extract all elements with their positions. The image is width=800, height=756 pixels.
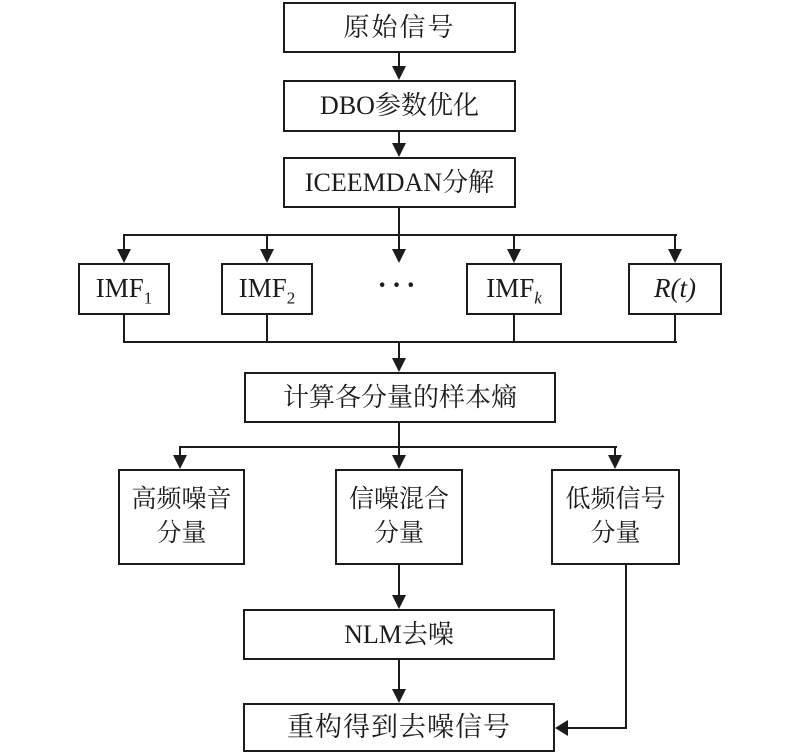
node-high-freq-noise-line1: 高频噪音	[131, 486, 232, 513]
arrowhead-bus-to-imf2	[260, 249, 274, 263]
node-original-signal-label: 原始信号	[343, 12, 456, 42]
node-low-freq-signal	[551, 469, 680, 565]
node-imf2	[221, 263, 313, 315]
arrowhead-bus-to-imfk	[507, 249, 521, 263]
node-sample-entropy	[244, 372, 556, 423]
node-reconstruct-signal-label: 重构得到去噪信号	[287, 711, 511, 742]
arrowhead-original-to-dbo	[392, 66, 406, 80]
ellipsis-dots: ···	[377, 270, 421, 301]
node-original-signal	[283, 2, 516, 53]
node-high-freq-noise	[118, 469, 245, 565]
arrowhead-collect-to-entropy	[392, 358, 406, 372]
collect-bus-line	[123, 341, 677, 343]
connector-low-freq-down	[625, 565, 627, 729]
arrowhead-bus-to-imf1	[117, 249, 131, 263]
node-imf1-label: $IMF_1$	[95, 273, 153, 308]
arrowhead-bus-to-residual	[668, 249, 682, 263]
node-high-freq-noise-line2: 分量	[156, 520, 207, 547]
node-imf2-label: $IMF_2$	[238, 273, 296, 308]
distribution-bus-line	[123, 234, 677, 236]
arrowhead-split-to-mixed	[392, 455, 406, 469]
connector-entropy-to-split	[398, 423, 400, 448]
connector-dbo-to-iceemdan	[398, 132, 400, 143]
connector-imf2-to-collect	[266, 315, 268, 342]
arrowhead-bus-to-ellipsis	[392, 249, 406, 263]
connector-bus-to-imfk	[513, 236, 515, 250]
arrowhead-split-to-low-freq	[608, 455, 622, 469]
connector-nlm-to-reconstruct	[398, 660, 400, 690]
node-dbo-optimization	[283, 80, 516, 132]
node-imfk	[466, 263, 562, 315]
connector-imf1-to-collect	[123, 315, 125, 342]
arrowhead-mixed-to-nlm	[392, 595, 406, 609]
connector-imfk-to-collect	[513, 315, 515, 342]
node-imf1	[78, 263, 170, 315]
connector-bus-to-imf2	[266, 236, 268, 250]
node-sample-entropy-label: 计算各分量的样本熵	[282, 382, 517, 412]
arrowhead-nlm-to-reconstruct	[392, 689, 406, 703]
connector-original-to-dbo	[398, 53, 400, 66]
arrowhead-dbo-to-iceemdan	[392, 143, 406, 157]
node-nlm-denoise-label: NLM去噪	[344, 619, 454, 649]
connector-residual-to-collect	[674, 315, 676, 342]
node-imfk-label: $IMF_k$	[486, 273, 542, 308]
connector-collect-to-entropy	[398, 343, 400, 359]
arrowhead-split-to-high-freq	[173, 455, 187, 469]
connector-bus-to-ellipsis	[398, 236, 400, 250]
connector-bus-to-residual	[674, 236, 676, 250]
node-reconstruct-signal	[243, 703, 555, 752]
connector-mixed-to-nlm	[398, 565, 400, 596]
node-nlm-denoise	[243, 609, 555, 660]
node-residual-label: R(t)	[654, 273, 696, 304]
node-signal-noise-mixed-line2: 分量	[373, 520, 424, 547]
connector-iceemdan-to-bus	[398, 208, 400, 235]
node-residual	[628, 263, 722, 315]
arrowhead-low-freq-to-reconstruct	[555, 720, 568, 736]
connector-bus-to-imf1	[123, 236, 125, 250]
node-signal-noise-mixed-line1: 信噪混合	[348, 486, 449, 513]
node-dbo-optimization-label: DBO参数优化	[320, 91, 479, 121]
node-low-freq-signal-line1: 低频信号	[565, 486, 666, 513]
node-signal-noise-mixed	[335, 469, 463, 565]
node-iceemdan-decomposition-label: ICEEMDAN分解	[304, 167, 495, 197]
node-low-freq-signal-line2: 分量	[590, 520, 641, 547]
node-iceemdan-decomposition	[283, 157, 516, 208]
connector-low-freq-to-reconstruct	[567, 727, 627, 729]
